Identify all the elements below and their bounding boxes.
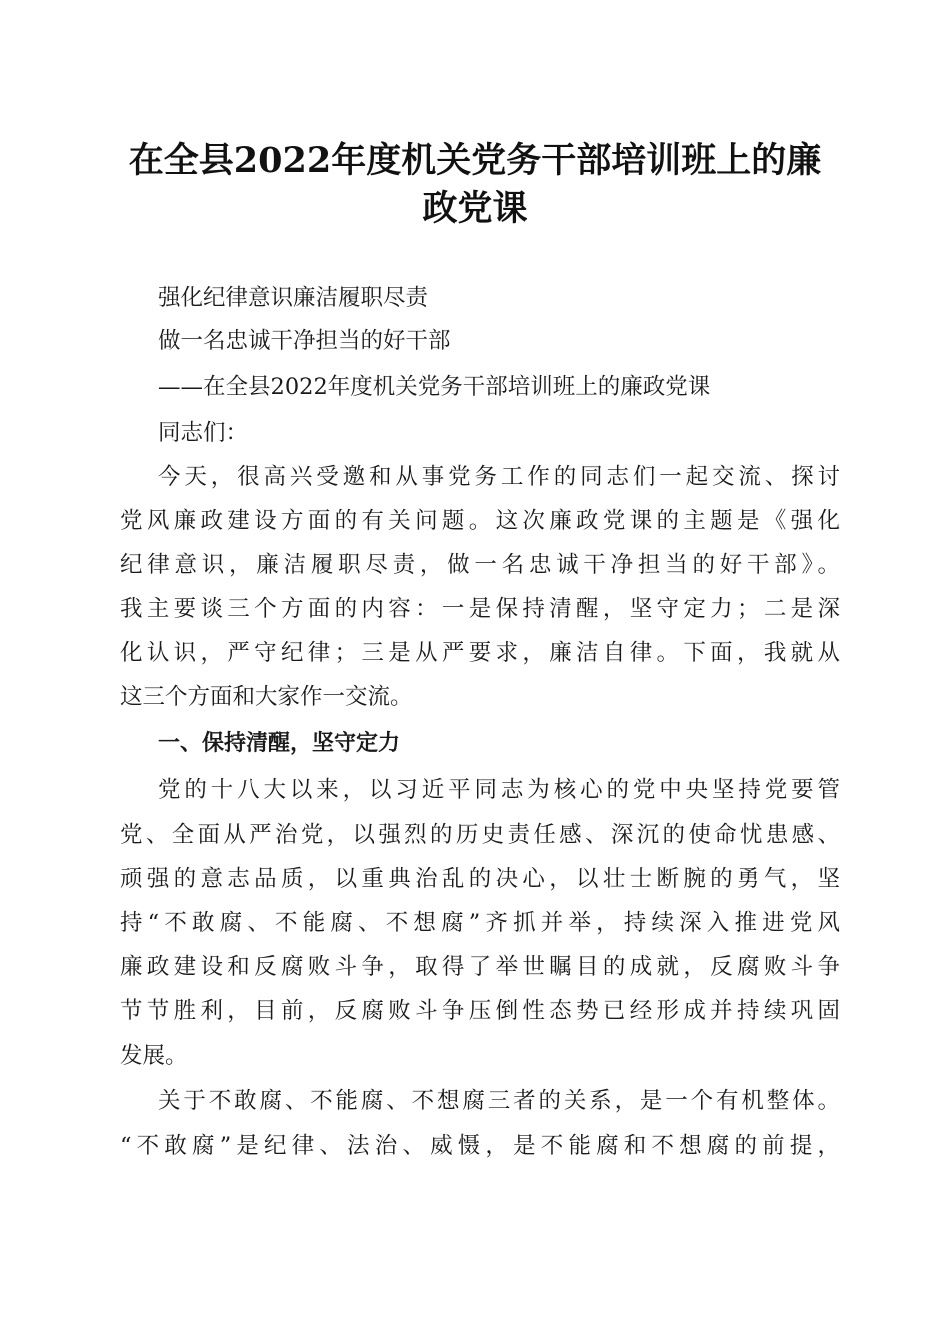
para1-line-5: 化认识，严守纪律；三是从严要求，廉洁自律。下面，我就从	[120, 640, 840, 666]
para1-line-3: 纪律意识，廉洁履职尽责，做一名忠诚干净担当的好干部》。	[120, 552, 840, 578]
section-heading-1: 一、保持清醒，坚守定力	[158, 731, 401, 756]
document-title-line-1: 在全县2022年度机关党务干部培训班上的廉	[128, 140, 822, 181]
para1-line-4: 我主要谈三个方面的内容：一是保持清醒，坚守定力；二是深	[120, 596, 840, 622]
para2-line-5: 廉政建设和反腐败斗争，取得了举世瞩目的成就，反腐败斗争	[120, 954, 840, 980]
para2-line-1: 党的十八大以来，以习近平同志为核心的党中央坚持党要管	[158, 777, 840, 803]
para2-line-7: 发展。	[120, 1043, 188, 1069]
subtitle-good-cadre: 做一名忠诚干净担当的好干部	[158, 328, 451, 354]
para2-line-3: 顽强的意志品质，以重典治乱的决心，以壮士断腕的勇气，坚	[120, 866, 840, 892]
subtitle-discipline: 强化纪律意识廉洁履职尽责	[158, 285, 429, 311]
para1-line-6: 这三个方面和大家作一交流。	[120, 684, 413, 710]
document-title-line-2: 政党课	[422, 188, 528, 229]
para1-line-2: 党风廉政建设方面的有关问题。这次廉政党课的主题是《强化	[120, 508, 840, 534]
greeting: 同志们：	[158, 420, 249, 446]
para1-line-1: 今天，很高兴受邀和从事党务工作的同志们一起交流、探讨	[158, 464, 840, 490]
para2-line-4: 持“不敢腐、不能腐、不想腐”齐抓并举，持续深入推进党风	[120, 910, 840, 936]
para3-line-2: “不敢腐”是纪律、法治、威慑，是不能腐和不想腐的前提，	[120, 1133, 840, 1159]
subtitle-occasion: ——在全县2022年度机关党务干部培训班上的廉政党课	[158, 374, 711, 400]
para2-line-6: 节节胜利，目前，反腐败斗争压倒性态势已经形成并持续巩固	[120, 998, 840, 1024]
para3-line-1: 关于不敢腐、不能腐、不想腐三者的关系，是一个有机整体。	[158, 1088, 840, 1114]
para2-line-2: 党、全面从严治党，以强烈的历史责任感、深沉的使命忧患感、	[120, 822, 840, 848]
